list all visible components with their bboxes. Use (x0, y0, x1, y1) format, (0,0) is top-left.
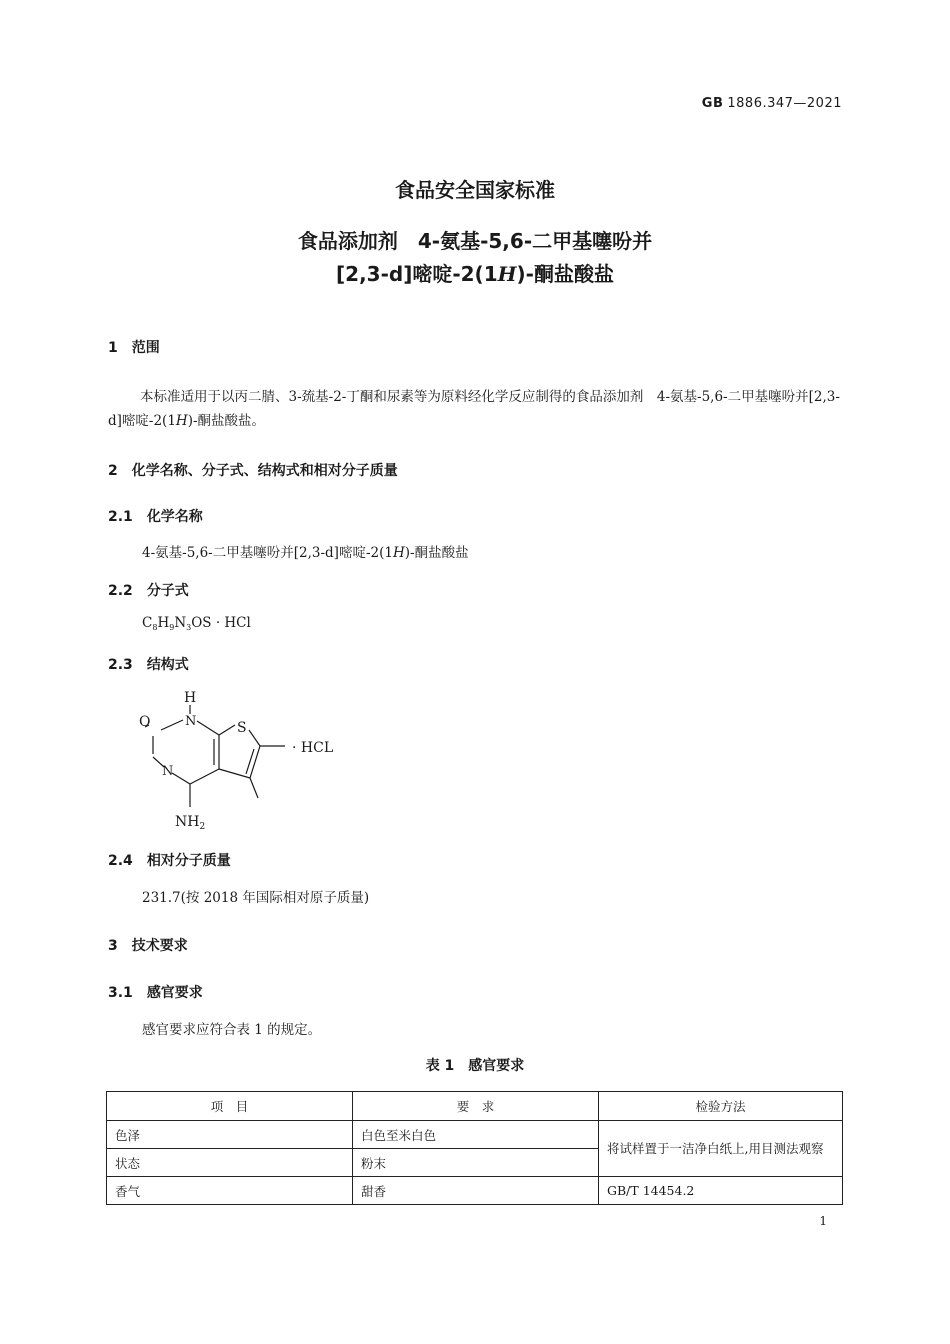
cell-method-merged: 将试样置于一洁净白纸上,用目测法观察 (599, 1121, 843, 1177)
cell-requirement: 甜香 (353, 1177, 599, 1205)
sensory-intro: 感官要求应符合表 1 的规定。 (142, 1022, 322, 1038)
standard-number: 1886.347—2021 (727, 96, 842, 111)
cell-item: 状态 (107, 1149, 353, 1177)
sensory-requirements-table (106, 1091, 843, 1205)
page-number: 1 (819, 1214, 827, 1228)
section-1-heading: 1 范围 (108, 340, 160, 356)
cell-method: GB/T 14454.2 (599, 1177, 843, 1205)
section-2-heading: 2 化学名称、分子式、结构式和相对分子质量 (108, 463, 398, 479)
subtitle-line1: 食品添加剂 4-氨基-5,6-二甲基噻吩并 (297, 229, 653, 253)
chemical-name: 4-氨基-5,6-二甲基噻吩并[2,3-d]嘧啶-2(1H)-酮盐酸盐 (142, 545, 469, 561)
main-title: 食品安全国家标准 (395, 178, 555, 202)
header-requirement: 要 求 (353, 1092, 599, 1121)
atom-n3: N (162, 764, 174, 779)
molecular-formula: $C_8H_9N_3OS$ · HCl (142, 615, 251, 632)
section-2-4-heading: 2.4 相对分子质量 (108, 853, 231, 869)
bonds (145, 705, 285, 807)
cell-item: 色泽 (107, 1121, 353, 1149)
cell-requirement: 白色至米白色 (353, 1121, 599, 1149)
standard-code (702, 96, 842, 111)
table-row (107, 1177, 843, 1205)
header-item: 项 目 (107, 1092, 353, 1121)
hcl-label: · HCL (292, 740, 334, 756)
structural-formula (130, 680, 360, 832)
section-3-heading: 3 技术要求 (108, 938, 188, 954)
section-2-2-heading: 2.2 分子式 (108, 583, 189, 599)
section-2-1-heading: 2.1 化学名称 (108, 509, 203, 525)
section-2-3-heading: 2.3 结构式 (108, 657, 189, 673)
atom-h: H (184, 690, 197, 706)
atom-s: S (237, 720, 247, 736)
table-caption: 表 1 感官要求 (425, 1058, 525, 1074)
section-1-paragraph: 本标准适用于以丙二腈、3-巯基-2-丁酮和尿素等为原料经化学反应制得的食品添加剂 4-氨基-5,6-二甲基噻吩并[2,3-d]嘧啶-2(1H)-酮盐酸盐。 (108, 389, 840, 429)
table-row (107, 1121, 843, 1149)
atom-o: O (139, 714, 151, 730)
section-3-1-heading: 3.1 感官要求 (108, 985, 203, 1001)
cell-item: 香气 (107, 1177, 353, 1205)
standard-prefix: GB (701, 96, 724, 111)
group-nh2: $NH_2$ (175, 814, 206, 832)
atom-n1: N (185, 714, 197, 729)
header-method: 检验方法 (599, 1092, 843, 1121)
subtitle-line2: [2,3-d]嘧啶-2(1H)-酮盐酸盐 (336, 262, 614, 286)
molecular-weight: 231.7(按 2018 年国际相对原子质量) (142, 890, 370, 906)
cell-requirement: 粉末 (353, 1149, 599, 1177)
table-header-row (107, 1092, 843, 1121)
